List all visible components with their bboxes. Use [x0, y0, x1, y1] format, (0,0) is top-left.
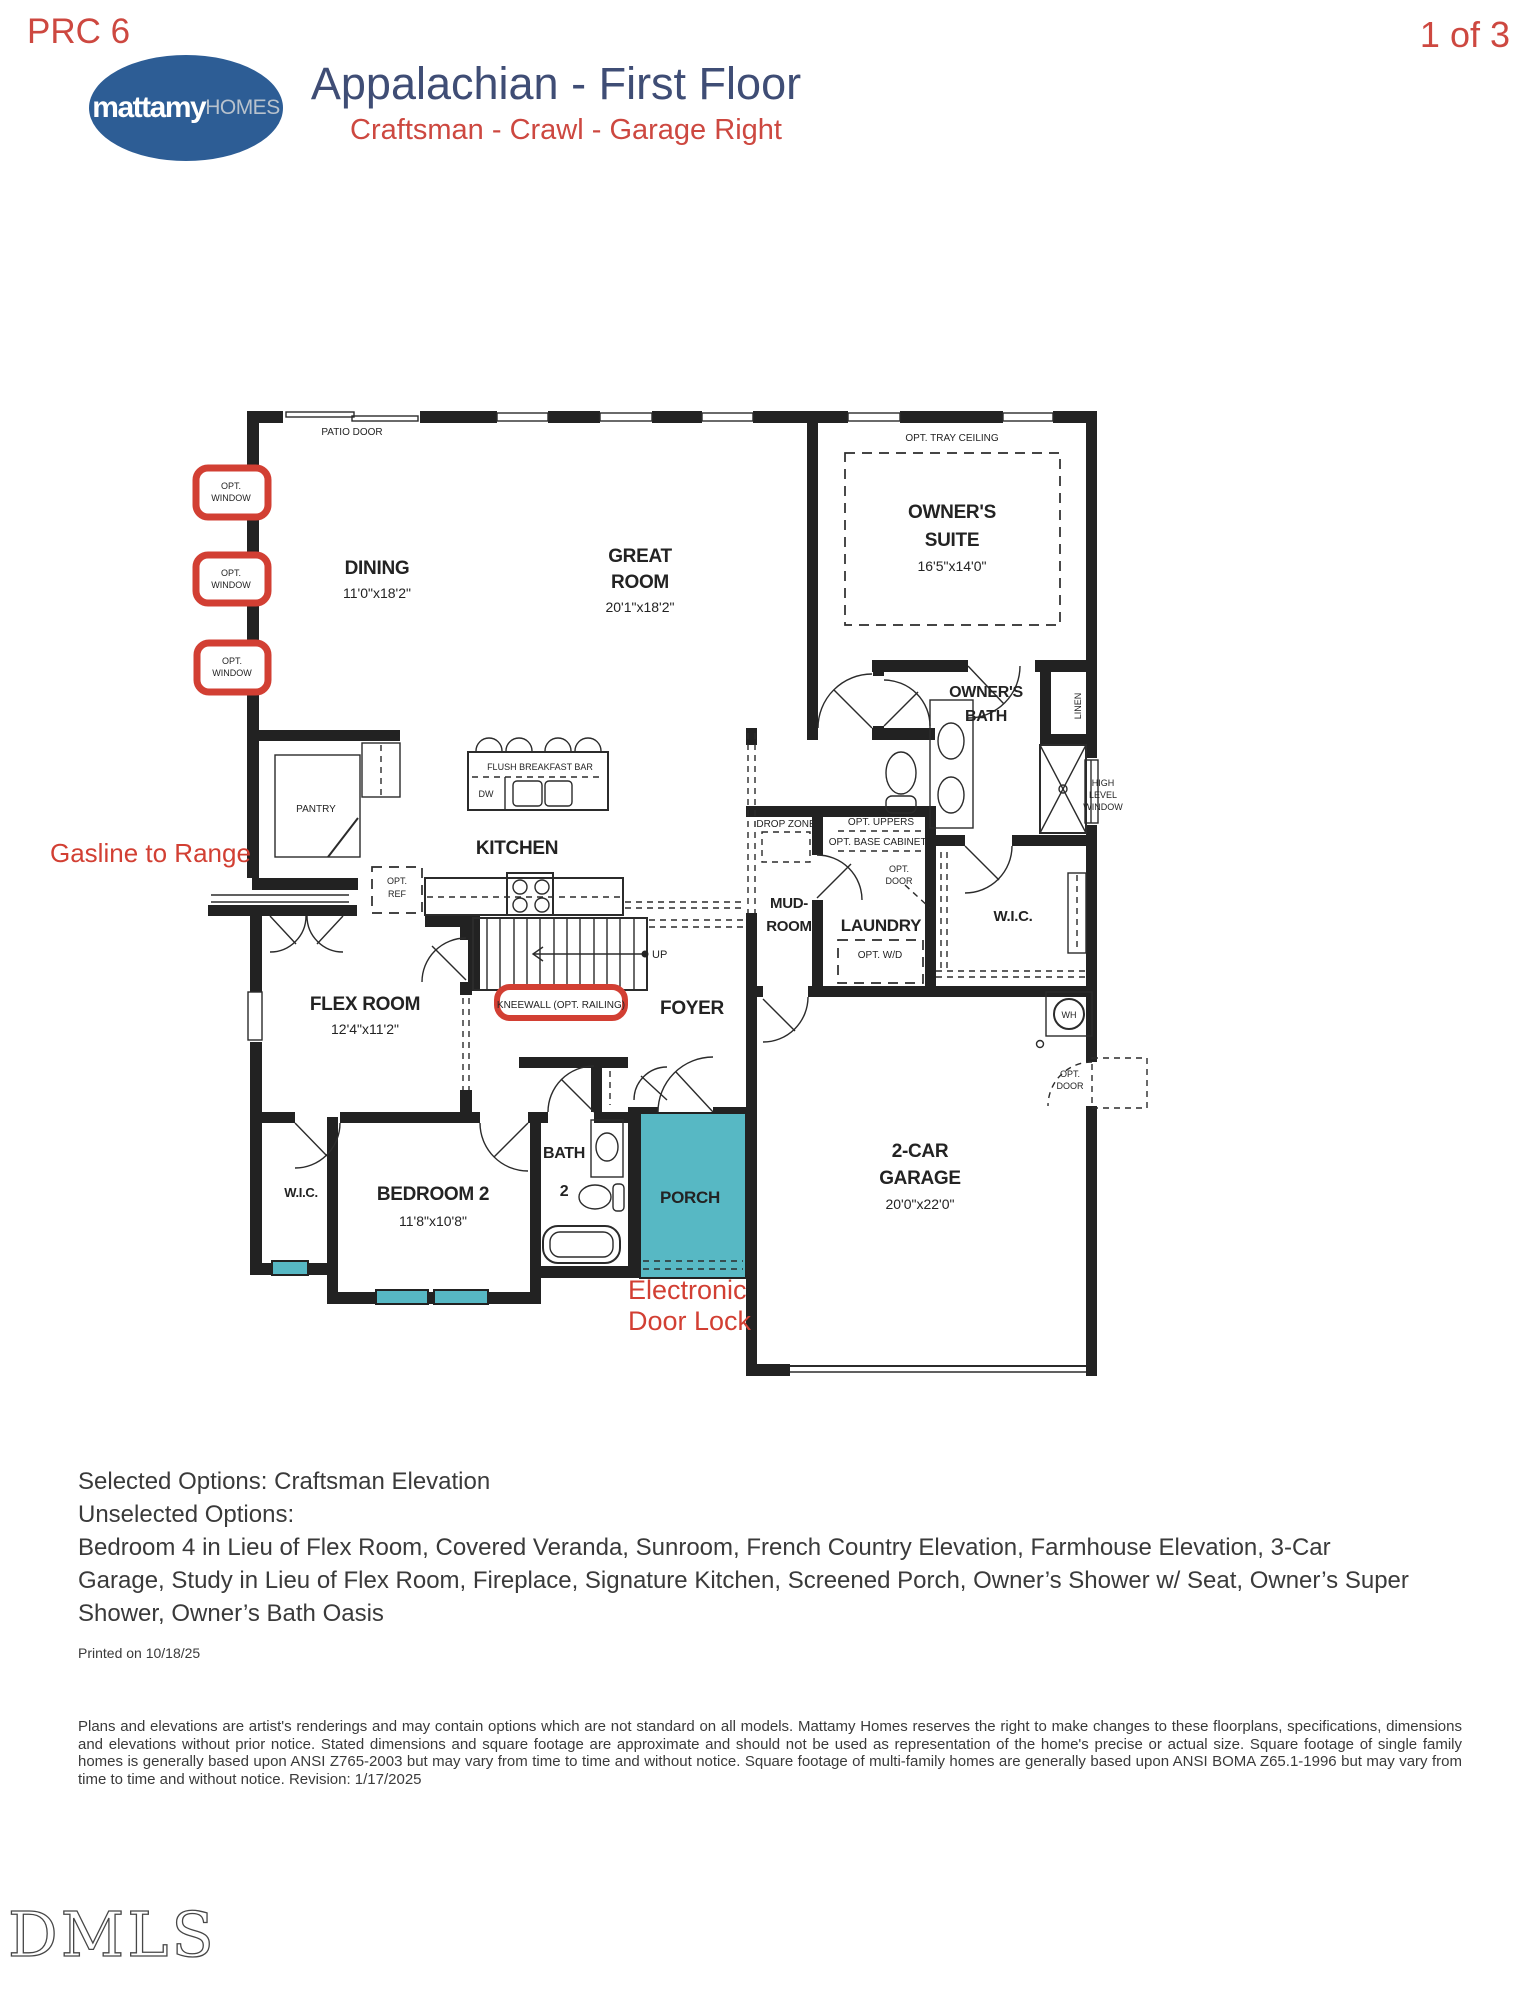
selected-options: Selected Options: Craftsman Elevation [78, 1468, 491, 1495]
svg-text:WINDOW: WINDOW [1083, 802, 1123, 812]
svg-text:DOOR: DOOR [1056, 1081, 1084, 1091]
svg-text:11'8"x10'8": 11'8"x10'8" [399, 1213, 467, 1229]
dw-label: DW [478, 789, 494, 799]
room-owners-bath: OWNER'S [949, 684, 1023, 701]
svg-text:DOOR: DOOR [885, 876, 913, 886]
door-swings [270, 666, 1092, 1171]
room-garage: 2-CAR [891, 1141, 949, 1162]
room-owners-wic: W.I.C. [993, 908, 1033, 925]
wh-label: WH [1061, 1010, 1077, 1020]
room-dining: DINING [344, 558, 410, 579]
high-level-window-label: HIGH [1091, 778, 1115, 788]
room-foyer: FOYER [660, 998, 724, 1019]
room-porch: PORCH [660, 1188, 720, 1207]
bath2-fixtures [543, 1120, 624, 1263]
bedroom2-window-1 [376, 1290, 428, 1304]
patio-door-symbol [286, 412, 354, 417]
svg-text:WINDOW: WINDOW [211, 493, 251, 503]
svg-text:LEVEL: LEVEL [1088, 790, 1118, 800]
logo-brand-suffix: HOMES [205, 96, 280, 119]
svg-text:2: 2 [559, 1183, 569, 1200]
dmls-watermark [4, 1892, 264, 1982]
kneewall-text: KNEEWALL (OPT. RAILING) [496, 1000, 626, 1011]
opt-window-text-1: OPT. [220, 481, 242, 491]
doc-code: PRC 6 [27, 12, 131, 51]
svg-text:DMLS: DMLS [8, 1898, 217, 1971]
bedroom2-window-2 [434, 1290, 488, 1304]
room-owners-suite: OWNER'S [908, 502, 996, 523]
sink [938, 777, 964, 813]
drop-zone-label: DROP ZONE [756, 819, 816, 830]
unselected-options-heading: Unselected Options: [78, 1501, 295, 1528]
svg-text:SUITE: SUITE [924, 530, 980, 551]
opt-garage-door-outline [1092, 1058, 1147, 1108]
opt-ref-label: OPT. [386, 876, 408, 886]
opt-window-callout-2 [196, 555, 268, 603]
opt-wd-label: OPT. W/D [857, 950, 903, 961]
svg-text:12'4"x11'2": 12'4"x11'2" [331, 1021, 399, 1037]
svg-text:20'1"x18'2": 20'1"x18'2" [605, 599, 675, 615]
legal-disclaimer: Plans and elevations are artist's renderings and may contain options which are not standard on all models. Mattamy Homes reserves the right to make changes to these floorplans, specifications, dimensions and elevations without prior notice. Stated dimensions and square footage are approximate and should not be used as representation of the home's precise or actual size. Square footage of single family homes is generally based upon ANSI Z765-2003 but may vary from time to time and without notice. Square footage of multi-family homes are generally based upon ANSI BOMA Z65.1-1996 but may vary from time to time and without notice. Revision: 1/17/2025 [78, 1718, 1462, 1788]
room-bath2: BATH [542, 1145, 586, 1162]
up-label: UP [652, 949, 668, 961]
logo-brand: mattamy [92, 91, 206, 124]
opt-base-cabinets-label: OPT. BASE CABINETS [828, 837, 934, 848]
svg-text:GARAGE: GARAGE [879, 1168, 961, 1189]
patio-door-label: PATIO DOOR [321, 427, 383, 438]
room-flex: FLEX ROOM [309, 994, 421, 1015]
svg-text:ROOM: ROOM [766, 918, 812, 935]
room-great-room: GREAT [608, 546, 672, 567]
room-wic2: W.I.C. [284, 1185, 318, 1200]
wic-window [272, 1261, 308, 1275]
page-subtitle: Craftsman - Crawl - Garage Right [350, 114, 782, 146]
sink [938, 723, 964, 759]
opt-tray-ceiling-label: OPT. TRAY CEILING [905, 433, 999, 444]
linen-label: LINEN [1073, 692, 1083, 720]
page-title: Appalachian - First Floor [310, 58, 802, 109]
opt-window-text-2: OPT. [220, 568, 242, 578]
opt-uppers-label: OPT. UPPERS [847, 817, 915, 828]
printed-date: Printed on 10/18/25 [78, 1645, 201, 1661]
room-laundry: LAUNDRY [840, 916, 922, 935]
stairs [473, 918, 649, 990]
room-bedroom2: BEDROOM 2 [376, 1184, 490, 1205]
unselected-options-list: Bedroom 4 in Lieu of Flex Room, Covered Veranda, Sunroom, French Country Elevation, Farmhouse Elevation, 3-Car Garage, Study in Lieu of Flex Room, Fireplace, Signature Kitchen, Screened Porch, Owner’s Shower w/ Seat, Owner’s Super Shower, Owner’s Bath Oasis [78, 1534, 1409, 1627]
page-indicator: 1 of 3 [1419, 14, 1510, 55]
room-mud-room: MUD- [770, 895, 808, 912]
toilet [886, 752, 916, 794]
room-kitchen: KITCHEN [475, 838, 559, 859]
breakfast-bar-label: FLUSH BREAKFAST BAR [487, 762, 593, 772]
opt-door-garage-label: OPT. [1059, 1069, 1081, 1079]
svg-text:20'0"x22'0": 20'0"x22'0" [885, 1196, 955, 1212]
door-lock-annotation: Electronic [628, 1275, 747, 1305]
svg-text:WINDOW: WINDOW [211, 580, 251, 590]
svg-text:WINDOW: WINDOW [212, 668, 252, 678]
svg-text:Door Lock: Door Lock [628, 1306, 752, 1336]
gasline-annotation: Gasline to Range [50, 838, 251, 868]
opt-washer-dryer [838, 940, 923, 983]
opt-window-text-3: OPT. [221, 656, 243, 666]
svg-text:ROOM: ROOM [611, 572, 669, 593]
options-summary [78, 1465, 1418, 1630]
flex-window [248, 992, 262, 1040]
svg-text:11'0"x18'2": 11'0"x18'2" [343, 585, 411, 601]
svg-text:REF: REF [388, 889, 406, 899]
svg-text:BATH: BATH [964, 708, 1008, 725]
pantry-label: PANTRY [296, 804, 336, 815]
sink [596, 1133, 618, 1161]
drop-zone-outline [762, 832, 810, 862]
kitchen-sink [513, 781, 542, 806]
toilet [579, 1185, 611, 1209]
opt-door-laundry-label: OPT. [888, 864, 910, 874]
svg-text:16'5"x14'0": 16'5"x14'0" [917, 558, 987, 574]
